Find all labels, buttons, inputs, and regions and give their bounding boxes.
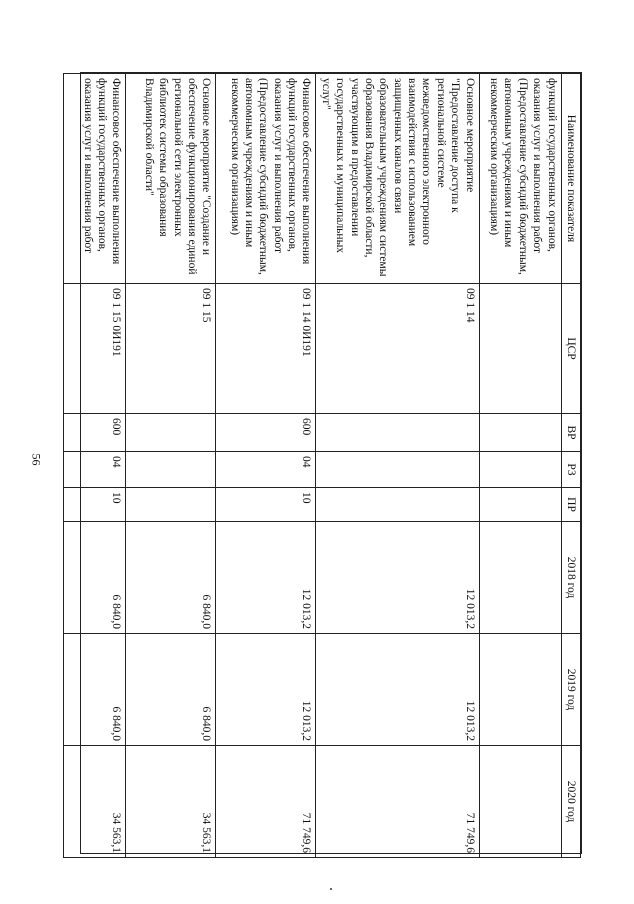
header-2020: 2020 год	[561, 746, 580, 858]
table-row	[64, 74, 126, 858]
row-pr	[479, 488, 561, 522]
row-rz	[316, 452, 479, 488]
table-row	[126, 74, 216, 858]
header-name: Наименование показателя	[561, 74, 580, 284]
row-pr: 10	[64, 488, 126, 522]
row-vr	[479, 414, 561, 452]
row-csr: 09 1 15	[126, 284, 216, 414]
row-2020	[479, 746, 561, 858]
row-2020: 34 563,1	[64, 746, 126, 858]
row-pr: 10	[216, 488, 316, 522]
row-name: Финансовое обеспечение выполнения функций государственных органов, оказания услуг и выполнения работ (Предоставление субсидий бюджетным, автономным учреждениям и иным некоммерческим организациям)	[216, 74, 316, 284]
rotated-table-container	[81, 73, 581, 853]
row-2019: 6 840,0	[64, 634, 126, 746]
row-2019: 12 013,2	[216, 634, 316, 746]
row-csr	[479, 284, 561, 414]
scan-speck	[330, 888, 332, 890]
row-2019: 12 013,2	[316, 634, 479, 746]
row-2019	[479, 634, 561, 746]
header-2019: 2019 год	[561, 634, 580, 746]
budget-table	[64, 73, 582, 858]
table-row	[316, 74, 479, 858]
row-vr	[126, 414, 216, 452]
row-rz	[126, 452, 216, 488]
row-csr: 09 1 14	[316, 284, 479, 414]
table-row	[479, 74, 561, 858]
header-vr: ВР	[561, 414, 580, 452]
row-2018: 12 013,2	[316, 522, 479, 634]
row-2019: 6 840,0	[126, 634, 216, 746]
row-2020: 71 749,6	[216, 746, 316, 858]
page-number: 56	[29, 453, 44, 466]
table-header-row	[561, 74, 580, 858]
row-2018: 6 840,0	[126, 522, 216, 634]
table-row	[216, 74, 316, 858]
row-rz: 04	[64, 452, 126, 488]
row-vr: 600	[216, 414, 316, 452]
header-pr: ПР	[561, 488, 580, 522]
row-2020: 34 563,1	[126, 746, 216, 858]
row-rz: 04	[216, 452, 316, 488]
row-rz	[479, 452, 561, 488]
row-pr	[316, 488, 479, 522]
row-vr	[316, 414, 479, 452]
row-name: Основное мероприятие "Предоставление доступа к региональной системе межведомственного электронного взаимодействия с использованием защищенных каналов связи образовательным учреждениям системы образования Владимирской области, участвующим в предоставлении государственных и муниципальных услуг"	[316, 74, 479, 284]
row-2018: 12 013,2	[216, 522, 316, 634]
header-rz: РЗ	[561, 452, 580, 488]
row-vr: 600	[64, 414, 126, 452]
row-pr	[126, 488, 216, 522]
row-2020: 71 749,6	[316, 746, 479, 858]
row-name: Финансовое обеспечение выполнения функций государственных органов, оказания услуг и выполнения работ	[64, 74, 126, 284]
budget-table-frame	[80, 72, 582, 854]
row-2018: 6 840,0	[64, 522, 126, 634]
header-csr: ЦСР	[561, 284, 580, 414]
row-csr: 09 1 15 0И191	[64, 284, 126, 414]
row-2018	[479, 522, 561, 634]
row-name: функций государственных органов, оказания услуг и выполнения работ (Предоставление субсидий бюджетным, автономным учреждениям и иным некоммерческим организациям)	[479, 74, 561, 284]
row-name: Основное мероприятие "Создание и обеспечение функционирования единой региональной сети электронных библиотек системы образования Владимирской области"	[126, 74, 216, 284]
header-2018: 2018 год	[561, 522, 580, 634]
row-csr: 09 1 14 0И191	[216, 284, 316, 414]
